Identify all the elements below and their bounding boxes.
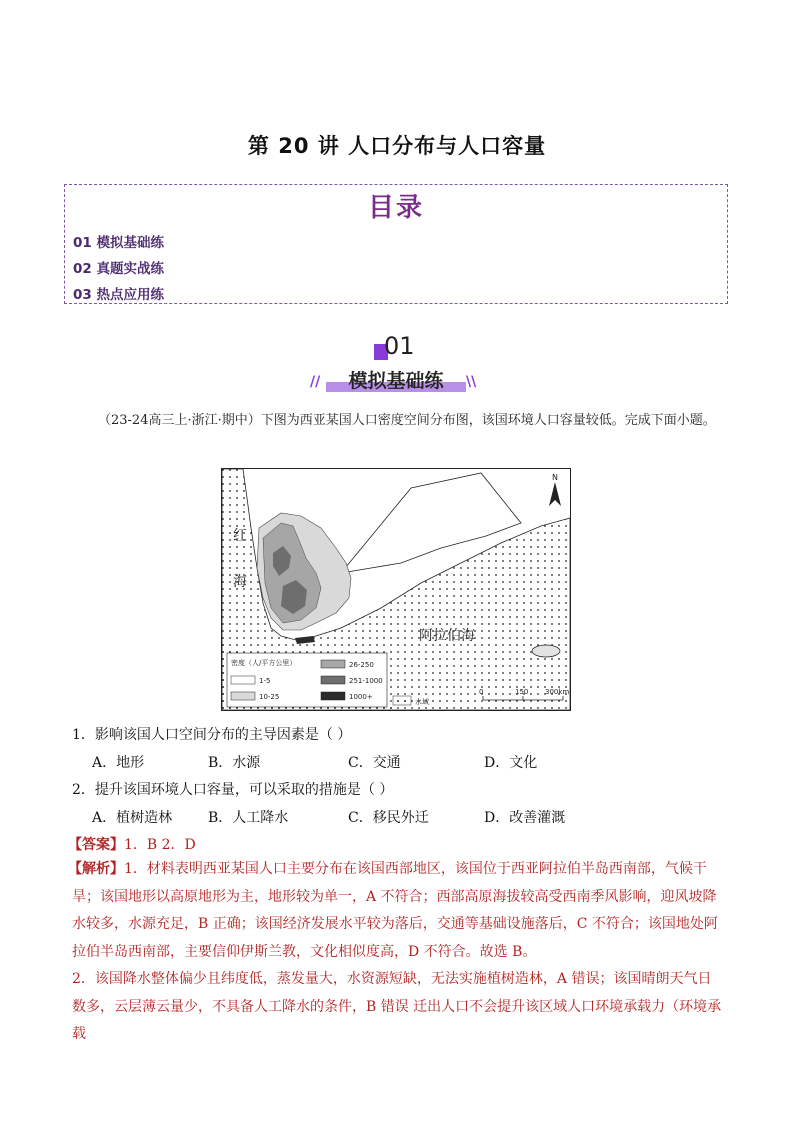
- section-number: 01: [370, 332, 430, 362]
- question-intro: （23-24高三上·浙江·期中）下图为西亚某国人口密度空间分布图，该国环境人口容量较低。完成下面小题。: [98, 413, 716, 428]
- analysis-paragraph-1: 【解析】1．材料表明西亚某国人口主要分布在该国西部地区，该国位于西亚阿拉伯半岛西南部，气候干旱；该国地形以高原地形为主，地形较为单一，A 不符合；西部高原海拔较高受西南季风影响，迎风坡降水较多，水源充足，B 正确；该国经济发展水平较为落后，交通等基础设施落后，C 不符合；该国地处阿拉伯半岛西南部，主要信仰伊斯兰教，文化相似度高，D 不符合。故选 B。: [68, 861, 718, 960]
- north-label: N: [552, 473, 558, 482]
- analysis-label: 【解析】: [68, 861, 124, 877]
- question-2-stem: 2．提升该国环境人口容量，可以采取的措施是（ ）: [72, 782, 394, 798]
- analysis-paragraph-2: 2．该国降水整体偏少且纬度低，蒸发量大，水资源短缺，无法实施植树造林，A 错误；该国晴朗天气日数多，云层薄云量少，不具备人工降水的条件，B 错误 迁出人口不会提升该区域人口环境承载力（环境承载: [72, 971, 722, 1042]
- legend-title: 密度（人/平方公里）: [231, 659, 297, 667]
- scale-label: 300km: [545, 688, 570, 696]
- legend-item: 26-250: [349, 661, 374, 669]
- scale-label: 150: [515, 688, 529, 696]
- toc-item-2[interactable]: 02 真题实战练: [73, 261, 164, 277]
- toc-item-1[interactable]: 01 模拟基础练: [73, 235, 164, 251]
- legend-item: 10-25: [259, 693, 280, 701]
- option-d[interactable]: D．改善灌溉: [484, 810, 566, 826]
- option-a[interactable]: A．地形: [92, 755, 145, 771]
- legend-item: 1-5: [259, 677, 271, 685]
- scale-label: 0: [479, 688, 484, 696]
- option-a[interactable]: A．植树造林: [92, 810, 173, 826]
- legend-water-swatch: [393, 696, 411, 705]
- label-red-sea-2: 海: [233, 574, 247, 590]
- legend-item: 1000+: [349, 693, 373, 701]
- table-of-contents: [64, 184, 728, 304]
- option-c[interactable]: C．交通: [348, 755, 401, 771]
- option-b[interactable]: B．水源: [208, 755, 261, 771]
- label-red-sea-1: 红: [233, 528, 247, 544]
- answer-text: 1．B 2．D: [124, 837, 196, 853]
- answer-line: [68, 834, 196, 854]
- label-arabian-sea: 阿拉伯海: [419, 628, 475, 644]
- toc-heading: 目录: [367, 193, 424, 223]
- option-d[interactable]: D．文化: [484, 755, 538, 771]
- island: [532, 645, 560, 657]
- option-c[interactable]: C．移民外迁: [348, 810, 429, 826]
- legend-item: 251-1000: [349, 677, 383, 685]
- section-deco-right: \\: [466, 374, 477, 390]
- legend-item: 水域: [415, 698, 429, 706]
- question-1-stem: 1．影响该国人口空间分布的主导因素是（ ）: [72, 727, 352, 743]
- section-title: // 模拟基础练 \\: [310, 370, 477, 392]
- section-deco-left: //: [310, 374, 321, 390]
- option-b[interactable]: B．人工降水: [208, 810, 289, 826]
- toc-item-3[interactable]: 03 热点应用练: [73, 287, 164, 303]
- population-density-map: [221, 468, 571, 711]
- answer-label: 【答案】: [68, 837, 124, 853]
- page-title: 第 20 讲 人口分布与人口容量: [247, 134, 547, 158]
